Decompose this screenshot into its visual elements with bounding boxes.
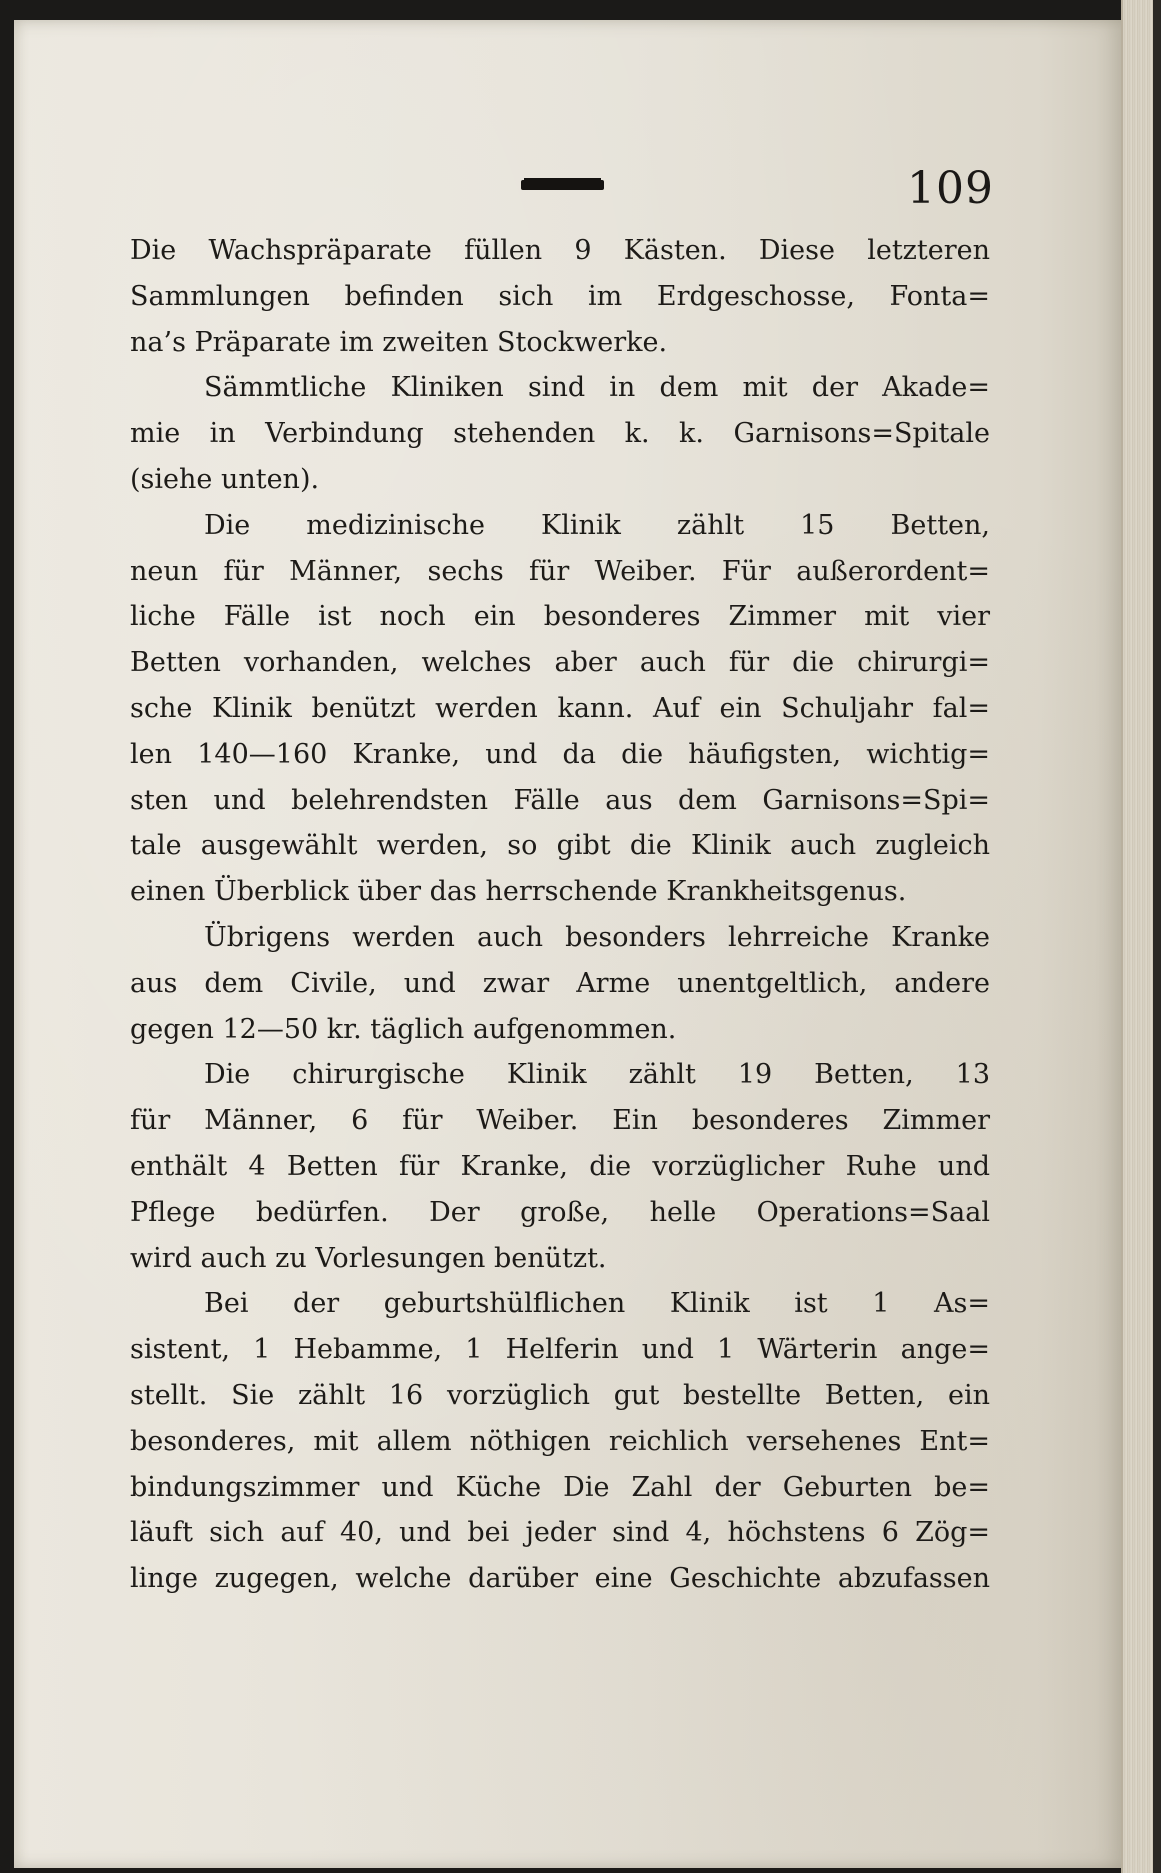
text-line: Die chirurgische Klinik zählt 19 Betten, 13: [204, 1059, 990, 1091]
text-line: Pflege bedürfen. Der große, helle Operations=Saal: [130, 1196, 990, 1228]
text-line: Sammlungen befinden sich im Erdgeschosse, Fonta=: [130, 280, 990, 312]
text-line: len 140—160 Kranke, und da die häufigsten, wichtig=: [130, 738, 990, 770]
text-line: na’s Präparate im zweiten Stockwerke.: [130, 326, 668, 358]
text-line: liche Fälle ist noch ein besonderes Zimmer mit vier: [130, 601, 990, 633]
text-line: neun für Männer, sechs für Weiber. Für außerordent=: [130, 555, 990, 587]
text-line: sche Klinik benützt werden kann. Auf ein Schuljahr fal=: [130, 692, 990, 724]
text-line: Bei der geburtshülflichen Klinik ist 1 As=: [204, 1288, 990, 1320]
header-rule: [521, 180, 604, 190]
text-line: gegen 12—50 kr. täglich aufgenommen.: [130, 1013, 677, 1045]
text-line: mie in Verbindung stehenden k. k. Garnisons=Spitale: [130, 418, 990, 450]
text-line: Übrigens werden auch besonders lehrreiche Kranke: [204, 921, 990, 953]
text-line: linge zugegen, welche darüber eine Geschichte abzufassen: [130, 1563, 990, 1595]
paper-page: [14, 20, 1126, 1868]
text-line: besonderes, mit allem nöthigen reichlich versehenes Ent=: [130, 1425, 990, 1457]
text-line: wird auch zu Vorlesungen benützt.: [130, 1242, 607, 1274]
text-line: aus dem Civile, und zwar Arme unentgeltlich, andere: [130, 967, 990, 999]
text-line: Betten vorhanden, welches aber auch für die chirurgi=: [130, 647, 990, 679]
text-line: sten und belehrendsten Fälle aus dem Garnisons=Spi=: [130, 784, 990, 816]
text-line: enthält 4 Betten für Kranke, die vorzüglicher Ruhe und: [130, 1150, 990, 1182]
body-text: [130, 228, 990, 1602]
text-line: läuft sich auf 40, und bei jeder sind 4, höchstens 6 Zög=: [130, 1517, 990, 1549]
text-line: einen Überblick über das herrschende Krankheitsgenus.: [130, 876, 907, 908]
text-line: bindungszimmer und Küche Die Zahl der Geburten be=: [130, 1471, 990, 1503]
text-line: stellt. Sie zählt 16 vorzüglich gut bestellte Betten, ein: [130, 1379, 990, 1411]
scan-background-edge: [1153, 0, 1161, 1873]
text-line: (siehe unten).: [130, 463, 320, 495]
text-line: Die medizinische Klinik zählt 15 Betten,: [204, 509, 990, 541]
text-line: Die Wachspräparate füllen 9 Kästen. Diese letzteren: [130, 235, 990, 266]
text-line: sistent, 1 Hebamme, 1 Helferin und 1 Wärterin ange=: [130, 1334, 990, 1366]
text-line: tale ausgewählt werden, so gibt die Klinik auch zugleich: [130, 830, 990, 862]
text-line: für Männer, 6 für Weiber. Ein besonderes Zimmer: [130, 1105, 990, 1137]
page-number: 109: [907, 163, 994, 214]
text-line: Sämmtliche Kliniken sind in dem mit der Akade=: [204, 372, 990, 404]
